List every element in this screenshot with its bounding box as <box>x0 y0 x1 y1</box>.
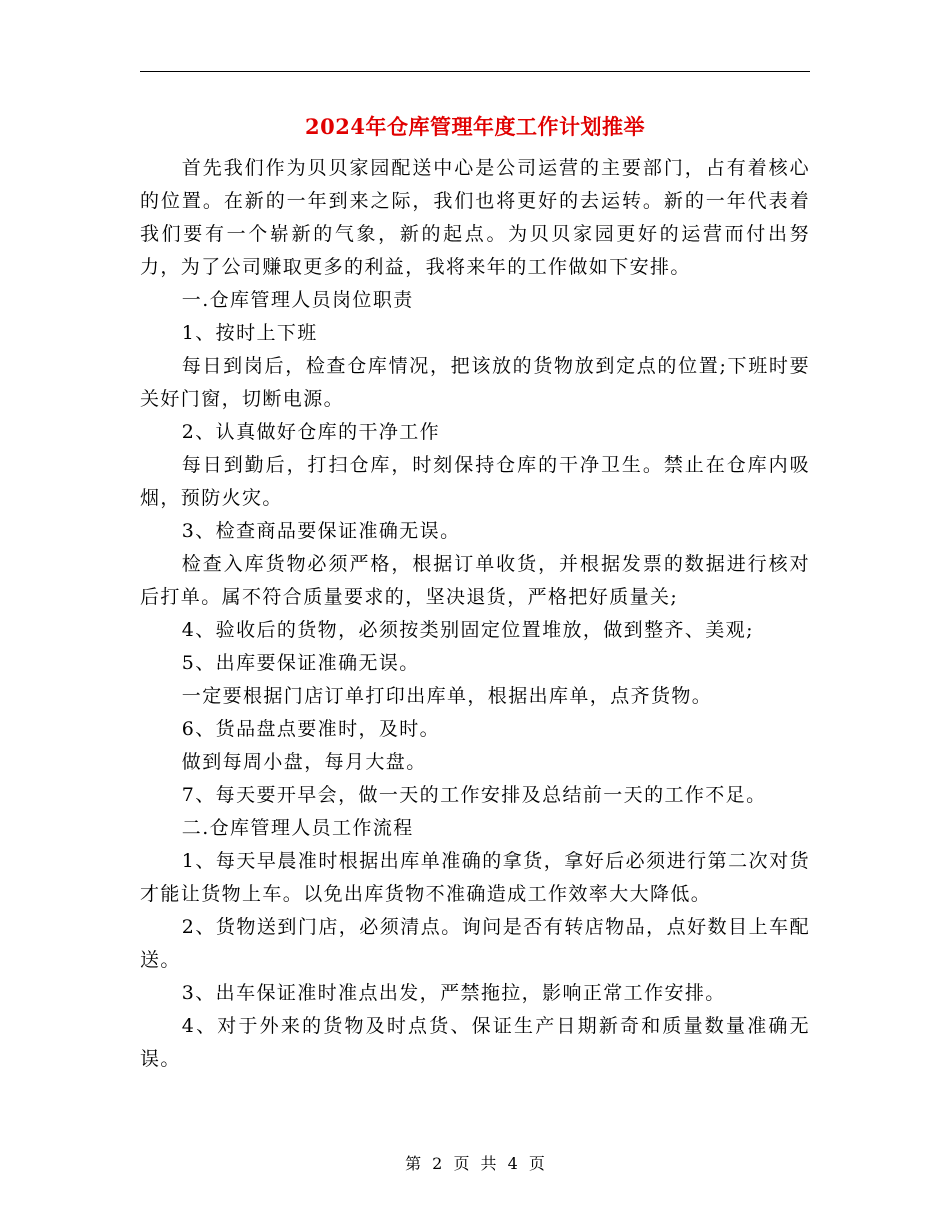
list-item: 2、货物送到门店，必须清点。询问是否有转店物品，点好数目上车配送。 <box>140 916 810 971</box>
list-item-heading: 3、检查商品要保证准确无误。 <box>181 520 461 542</box>
document-title: 2024年仓库管理年度工作计划推举 <box>305 114 645 139</box>
paragraph: 一定要根据门店订单打印出库单，根据出库单，点齐货物。 <box>181 685 713 707</box>
list-item-heading: 2、认真做好仓库的干净工作 <box>181 421 441 443</box>
header-rule <box>140 71 810 72</box>
list-item: 1、每天早晨准时根据出库单准确的拿货，拿好后必须进行第二次对货才能让货物上车。以免出库货物不准确造成工作效率大大降低。 <box>140 850 810 905</box>
list-item: 3、出车保证准时准点出发，严禁拖拉，影响正常工作安排。 <box>181 982 726 1004</box>
paragraph: 做到每周小盘，每月大盘。 <box>181 751 427 773</box>
page-number-footer: 第 2 页 共 4 页 <box>405 1154 545 1173</box>
list-item-heading: 7、每天要开早会，做一天的工作安排及总结前一天的工作不足。 <box>181 784 767 806</box>
paragraph: 每日到勤后，打扫仓库，时刻保持仓库的干净卫生。禁止在仓库内吸烟，预防火灾。 <box>140 454 810 509</box>
document-body <box>140 152 810 1076</box>
list-item-heading: 5、出库要保证准确无误。 <box>181 652 420 674</box>
paragraph: 首先我们作为贝贝家园配送中心是公司运营的主要部门，占有着核心的位置。在新的一年到来之际，我们也将更好的去运转。新的一年代表着我们要有一个崭新的气象，新的起点。为贝贝家园更好的运营而付出努力，为了公司赚取更多的利益，我将来年的工作做如下安排。 <box>140 157 810 278</box>
list-item-heading: 1、按时上下班 <box>181 322 318 344</box>
section-heading: 一.仓库管理人员岗位职责 <box>181 289 414 311</box>
section-heading: 二.仓库管理人员工作流程 <box>181 817 414 839</box>
paragraph: 检查入库货物必须严格，根据订单收货，并根据发票的数据进行核对后打单。属不符合质量要求的，坚决退货，严格把好质量关; <box>140 553 810 608</box>
list-item-heading: 6、货品盘点要准时，及时。 <box>181 718 441 740</box>
list-item-heading: 4、验收后的货物，必须按类别固定位置堆放，做到整齐、美观; <box>181 619 754 641</box>
list-item: 4、对于外来的货物及时点货、保证生产日期新奇和质量数量准确无误。 <box>140 1015 810 1070</box>
paragraph: 每日到岗后，检查仓库情况，把该放的货物放到定点的位置;下班时要关好门窗，切断电源。 <box>140 355 810 410</box>
